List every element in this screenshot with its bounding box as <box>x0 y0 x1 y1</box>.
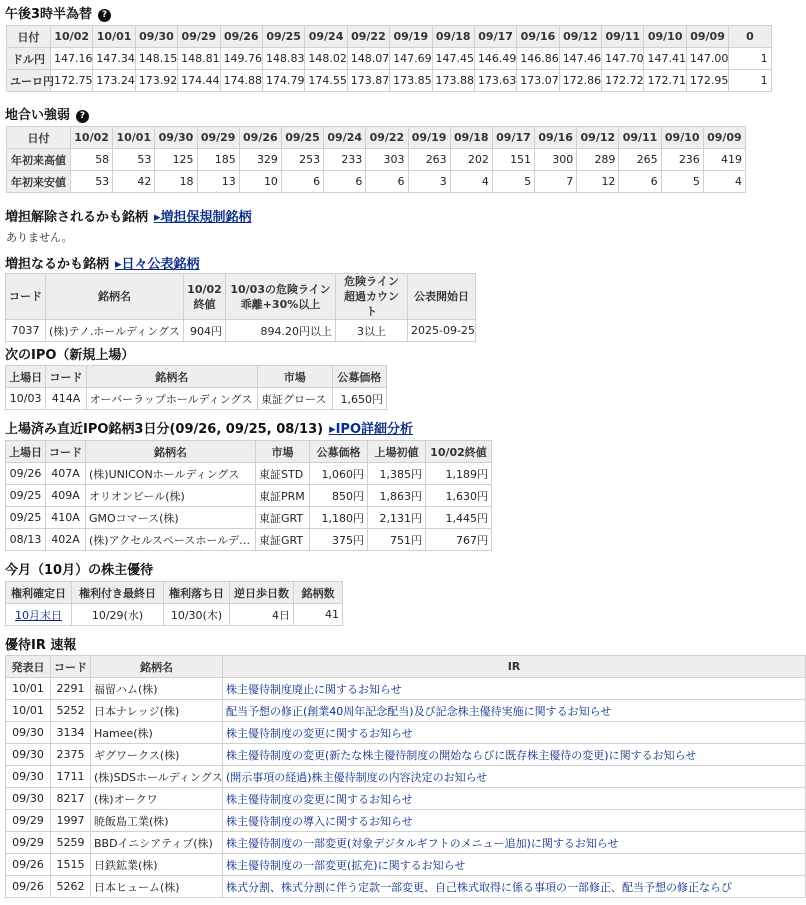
table-row <box>6 788 806 810</box>
code-cell: 414A <box>46 388 86 410</box>
column-header: 銘柄名 <box>86 441 256 463</box>
strength-table <box>6 126 746 193</box>
strength-table-wrap <box>6 126 748 198</box>
col-listing-date: 上場日 <box>6 366 46 388</box>
ir-cell <box>223 678 806 700</box>
date-header: 0 <box>729 26 771 48</box>
date-cell: 09/29 <box>6 810 51 832</box>
market-cell: 東証グロース <box>257 388 332 410</box>
value-cell: 6 <box>366 171 408 193</box>
cell: 1,863円 <box>368 485 426 507</box>
benefits-title: 今月（10月）の株主優待 <box>5 563 154 578</box>
value-cell: 53 <box>113 149 155 171</box>
column-header: 銘柄名 <box>91 656 223 678</box>
value-cell: 185 <box>197 149 239 171</box>
table-row <box>6 388 387 410</box>
cell: 東証GRT <box>256 529 310 551</box>
ir-link[interactable]: 株主優待制度廃止に関するお知らせ <box>226 682 402 696</box>
value-cell: 303 <box>366 149 408 171</box>
recent-ipo-title: 上場済み直近IPO銘柄3日分(09/26, 09/25, 08/13) ▸IPO詳細分析 <box>5 422 414 437</box>
cell: 751円 <box>368 529 426 551</box>
col-stock-count: 銘柄数 <box>294 582 343 604</box>
col-code: コード <box>6 274 46 320</box>
value-cell: 174.88 <box>220 70 262 92</box>
col-last-cum-date: 権利付き最終日 <box>72 582 164 604</box>
col-offer-price: 公募価格 <box>332 366 386 388</box>
value-cell: 173.92 <box>135 70 177 92</box>
value-cell: 174.55 <box>305 70 347 92</box>
value-cell: 289 <box>577 149 619 171</box>
close-cell: 904円 <box>184 320 226 342</box>
code-cell: 5262 <box>51 876 91 898</box>
help-icon[interactable]: ? <box>98 9 111 22</box>
date-cell: 09/26 <box>6 876 51 898</box>
code-cell: 5259 <box>51 832 91 854</box>
code-cell: 1515 <box>51 854 91 876</box>
date-header: 09/18 <box>432 26 474 48</box>
name-cell: ギグワークス(株) <box>91 744 223 766</box>
cell: 850円 <box>310 485 368 507</box>
date-cell: 09/30 <box>6 766 51 788</box>
row-label: 年初来高値 <box>7 149 71 171</box>
value-cell: 147.00 <box>686 48 728 70</box>
cell: 東証PRM <box>256 485 310 507</box>
ex-date-cell: 10/30(木) <box>164 604 230 626</box>
table-row <box>6 722 806 744</box>
code-cell: 1711 <box>51 766 91 788</box>
ir-link[interactable]: 配当予想の修正(創業40周年記念配当)及び記念株主優待実施に関するお知らせ <box>226 704 612 718</box>
value-cell: 3 <box>408 171 450 193</box>
ir-cell <box>223 854 806 876</box>
col-name: 銘柄名 <box>46 274 184 320</box>
column-header: 上場日 <box>6 441 46 463</box>
date-cell: 10/01 <box>6 700 51 722</box>
date-header: 09/30 <box>135 26 177 48</box>
value-cell: 148.81 <box>178 48 220 70</box>
value-cell: 172.75 <box>51 70 93 92</box>
cell: 東証GRT <box>256 507 310 529</box>
value-cell: 173.88 <box>432 70 474 92</box>
table-row <box>6 485 492 507</box>
value-cell: 18 <box>155 171 197 193</box>
fx-table-wrap <box>6 25 768 97</box>
value-cell: 300 <box>535 149 577 171</box>
date-header: 09/10 <box>644 26 686 48</box>
table-row <box>6 876 806 898</box>
value-cell: 147.69 <box>390 48 432 70</box>
date-header: 09/12 <box>577 127 619 149</box>
margin-release-title: 増担解除されるかも銘柄 ▸増担保規制銘柄 <box>5 210 252 225</box>
ir-table-wrap <box>5 655 748 905</box>
value-cell: 148.07 <box>347 48 389 70</box>
value-cell: 146.86 <box>517 48 559 70</box>
value-cell: 6 <box>619 171 661 193</box>
ir-link[interactable]: 株主優待制度の一部変更(対象デジタルギフトのメニュー追加)に関するお知らせ <box>226 836 619 850</box>
table-row <box>6 766 806 788</box>
ir-cell <box>223 722 806 744</box>
table-row <box>7 48 772 70</box>
ir-cell <box>223 788 806 810</box>
col-name: 銘柄名 <box>86 366 257 388</box>
date-header: 09/25 <box>281 127 323 149</box>
date-header: 09/24 <box>305 26 347 48</box>
date-header: 09/17 <box>474 26 516 48</box>
code-cell: 8217 <box>51 788 91 810</box>
ir-cell <box>223 876 806 898</box>
cell: 407A <box>46 463 86 485</box>
ir-link[interactable]: 株式分割、株式分割に伴う定款一部変更、自己株式取得に係る事項の一部修正、配当予想の修正ならび <box>226 880 732 894</box>
col-start-date: 公表開始日 <box>408 274 476 320</box>
value-cell: 147.34 <box>93 48 135 70</box>
ir-link[interactable]: 株主優待制度の変更に関するお知らせ <box>226 792 413 806</box>
ir-table <box>5 655 806 898</box>
cell: 2,131円 <box>368 507 426 529</box>
col-code: コード <box>46 366 86 388</box>
col-exceed-count: 危険ライン 超過カウント <box>336 274 408 320</box>
value-cell: 146.49 <box>474 48 516 70</box>
code-cell: 1997 <box>51 810 91 832</box>
date-cell: 09/29 <box>6 832 51 854</box>
margin-release-note: ありません。 <box>6 231 73 244</box>
value-cell: 147.16 <box>51 48 93 70</box>
value-cell: 148.15 <box>135 48 177 70</box>
value-cell: 173.87 <box>347 70 389 92</box>
table-row <box>6 604 343 626</box>
date-header: 09/18 <box>450 127 492 149</box>
value-cell: 419 <box>703 149 745 171</box>
table-row <box>6 744 806 766</box>
cell: 1,180円 <box>310 507 368 529</box>
fx-table <box>6 25 772 92</box>
column-header: コード <box>51 656 91 678</box>
date-header: 09/16 <box>517 26 559 48</box>
table-row <box>7 70 772 92</box>
cell: 767円 <box>426 529 492 551</box>
code-cell: 3134 <box>51 722 91 744</box>
value-cell: 172.95 <box>686 70 728 92</box>
value-cell: 58 <box>71 149 113 171</box>
offer-price-cell: 1,650円 <box>332 388 386 410</box>
table-row <box>6 507 492 529</box>
daily-publication-link[interactable]: ▸日々公表銘柄 <box>115 257 200 272</box>
value-cell: 148.83 <box>262 48 304 70</box>
value-cell: 42 <box>113 171 155 193</box>
next-ipo-table <box>5 365 387 410</box>
date-header: 10/01 <box>113 127 155 149</box>
column-header: 上場初値 <box>368 441 426 463</box>
benefits-table <box>5 581 343 626</box>
name-cell: 日本ヒューム(株) <box>91 876 223 898</box>
value-cell: 172.71 <box>644 70 686 92</box>
cell: 09/25 <box>6 485 46 507</box>
value-cell: 202 <box>450 149 492 171</box>
date-header: 10/02 <box>51 26 93 48</box>
cell: 1,385円 <box>368 463 426 485</box>
ir-cell <box>223 832 806 854</box>
name-cell: 福留ハム(株) <box>91 678 223 700</box>
column-header: IR <box>223 656 806 678</box>
value-cell: 147.46 <box>559 48 601 70</box>
value-cell: 13 <box>197 171 239 193</box>
value-cell: 174.79 <box>262 70 304 92</box>
row-label: 年初来安値 <box>7 171 71 193</box>
value-cell: 329 <box>239 149 281 171</box>
row-label: ユーロ円 <box>7 70 51 92</box>
value-cell: 236 <box>661 149 703 171</box>
cell: 09/26 <box>6 463 46 485</box>
ir-link[interactable]: 株主優待制度の変更(新たな株主優待制度の開始ならびに既存株主優待の変更)に関するお知らせ <box>226 748 697 762</box>
reverse-days-cell: 4日 <box>230 604 294 626</box>
value-cell: 233 <box>324 149 366 171</box>
ir-link[interactable]: (開示事項の経過)株主優待制度の内容決定のお知らせ <box>226 770 488 784</box>
strength-header-label: 日付 <box>7 127 71 149</box>
value-cell: 173.24 <box>93 70 135 92</box>
date-header: 09/09 <box>703 127 745 149</box>
date-header: 09/29 <box>178 26 220 48</box>
table-row <box>6 700 806 722</box>
date-header: 09/12 <box>559 26 601 48</box>
stock-count-cell: 41 <box>294 604 343 626</box>
start-date-cell: 2025-09-25 <box>408 320 476 342</box>
value-cell: 173.07 <box>517 70 559 92</box>
date-header: 09/30 <box>155 127 197 149</box>
danger-line-cell: 894.20円以上 <box>226 320 336 342</box>
value-cell: 149.76 <box>220 48 262 70</box>
ir-link[interactable]: 株主優待制度の変更に関するお知らせ <box>226 726 413 740</box>
cell: 1,630円 <box>426 485 492 507</box>
date-cell: 09/30 <box>6 722 51 744</box>
date-cell: 09/30 <box>6 744 51 766</box>
name-cell: 暁飯島工業(株) <box>91 810 223 832</box>
value-cell: 263 <box>408 149 450 171</box>
value-cell: 173.63 <box>474 70 516 92</box>
name-cell: 日鉄鉱業(株) <box>91 854 223 876</box>
value-cell: 148.02 <box>305 48 347 70</box>
fx-header-label: 日付 <box>7 26 51 48</box>
date-header: 09/24 <box>324 127 366 149</box>
cell: GMOコマース(株) <box>86 507 256 529</box>
date-cell: 10/01 <box>6 678 51 700</box>
value-cell: 53 <box>71 171 113 193</box>
cell: オリオンビール(株) <box>86 485 256 507</box>
value-cell: 173.85 <box>390 70 432 92</box>
value-cell: 147.45 <box>432 48 474 70</box>
exceed-count-cell: 3以上 <box>336 320 408 342</box>
value-cell: 151 <box>492 149 534 171</box>
date-header: 09/09 <box>686 26 728 48</box>
value-cell: 5 <box>492 171 534 193</box>
date-header: 09/16 <box>535 127 577 149</box>
value-cell: 6 <box>324 171 366 193</box>
date-header: 09/25 <box>262 26 304 48</box>
month-end-link[interactable]: 10月末日 <box>15 608 62 622</box>
last-cum-date-cell: 10/29(水) <box>72 604 164 626</box>
date-header: 09/11 <box>602 26 644 48</box>
name-cell: オーバーラップホールディングス <box>86 388 257 410</box>
name-cell: (株)SDSホールディングス <box>91 766 223 788</box>
ir-link[interactable]: 株主優待制度の一部変更(拡充)に関するお知らせ <box>226 858 466 872</box>
date-header: 09/11 <box>619 127 661 149</box>
value-cell: 125 <box>155 149 197 171</box>
cell: 402A <box>46 529 86 551</box>
cell: 1,445円 <box>426 507 492 529</box>
cell: 1,060円 <box>310 463 368 485</box>
cell: 09/25 <box>6 507 46 529</box>
date-header: 09/29 <box>197 127 239 149</box>
ir-cell <box>223 810 806 832</box>
ir-cell <box>223 766 806 788</box>
date-header: 09/17 <box>492 127 534 149</box>
ir-cell <box>223 744 806 766</box>
cell: 409A <box>46 485 86 507</box>
col-close: 10/02 終値 <box>184 274 226 320</box>
col-danger-line: 10/03の危険ライン 乖離+30%以上 <box>226 274 336 320</box>
value-cell: 5 <box>661 171 703 193</box>
date-cell: 09/26 <box>6 854 51 876</box>
table-row <box>6 529 492 551</box>
cell: (株)UNICONホールディングス <box>86 463 256 485</box>
cell: 375円 <box>310 529 368 551</box>
col-ex-date: 権利落ち日 <box>164 582 230 604</box>
table-row <box>6 678 806 700</box>
row-label: ドル円 <box>7 48 51 70</box>
column-header: 発表日 <box>6 656 51 678</box>
date-header: 09/22 <box>366 127 408 149</box>
ir-link[interactable]: 株主優待制度の導入に関するお知らせ <box>226 814 413 828</box>
value-cell: 4 <box>450 171 492 193</box>
cell: 1,189円 <box>426 463 492 485</box>
help-icon[interactable]: ? <box>76 110 89 123</box>
margin-add-title: 増担なるかも銘柄 ▸日々公表銘柄 <box>5 257 200 272</box>
name-cell: (株)オークワ <box>91 788 223 810</box>
ir-cell <box>223 700 806 722</box>
margin-regulation-link[interactable]: ▸増担保規制銘柄 <box>154 210 252 225</box>
column-header: コード <box>46 441 86 463</box>
table-row <box>6 832 806 854</box>
value-cell: 7 <box>535 171 577 193</box>
date-header: 10/02 <box>71 127 113 149</box>
table-row <box>7 149 746 171</box>
value-cell: 1 <box>729 48 771 70</box>
date-header: 09/19 <box>390 26 432 48</box>
value-cell: 172.86 <box>559 70 601 92</box>
date-header: 09/22 <box>347 26 389 48</box>
column-header: 10/02終値 <box>426 441 492 463</box>
value-cell: 12 <box>577 171 619 193</box>
next-ipo-title: 次のIPO（新規上場） <box>5 348 135 363</box>
date-header: 09/10 <box>661 127 703 149</box>
table-row <box>6 854 806 876</box>
date-header: 09/26 <box>239 127 281 149</box>
column-header: 公募価格 <box>310 441 368 463</box>
value-cell: 1 <box>729 70 771 92</box>
value-cell: 172.72 <box>602 70 644 92</box>
value-cell: 174.44 <box>178 70 220 92</box>
recent-ipo-table <box>5 440 492 551</box>
col-reverse-days: 逆日歩日数 <box>230 582 294 604</box>
ipo-analysis-link[interactable]: ▸IPO詳細分析 <box>329 422 414 437</box>
name-cell: BBDイニシアティブ(株) <box>91 832 223 854</box>
cell: 410A <box>46 507 86 529</box>
value-cell: 6 <box>281 171 323 193</box>
margin-add-table <box>5 273 476 342</box>
value-cell: 147.70 <box>602 48 644 70</box>
value-cell: 265 <box>619 149 661 171</box>
table-row <box>6 810 806 832</box>
table-row <box>6 463 492 485</box>
listing-date-cell: 10/03 <box>6 388 46 410</box>
col-record-date: 権利確定日 <box>6 582 72 604</box>
code-cell: 2375 <box>51 744 91 766</box>
fx-section-title: 午後3時半為替 ? <box>5 3 111 22</box>
name-cell: (株)テノ.ホールディングス <box>46 320 184 342</box>
date-header: 10/01 <box>93 26 135 48</box>
code-cell: 2291 <box>51 678 91 700</box>
value-cell: 253 <box>281 149 323 171</box>
table-row <box>6 320 476 342</box>
date-header: 09/19 <box>408 127 450 149</box>
value-cell: 147.41 <box>644 48 686 70</box>
value-cell: 4 <box>703 171 745 193</box>
strength-section-title: 地合い強弱 ? <box>5 104 89 123</box>
col-market: 市場 <box>257 366 332 388</box>
name-cell: 日本ナレッジ(株) <box>91 700 223 722</box>
name-cell: Hamee(株) <box>91 722 223 744</box>
cell: (株)アクセルスペースホールデ… <box>86 529 256 551</box>
cell: 08/13 <box>6 529 46 551</box>
ir-title: 優待IR 速報 <box>5 638 77 653</box>
value-cell: 10 <box>239 171 281 193</box>
code-cell: 7037 <box>6 320 46 342</box>
column-header: 市場 <box>256 441 310 463</box>
code-cell: 5252 <box>51 700 91 722</box>
cell: 東証STD <box>256 463 310 485</box>
date-cell: 09/30 <box>6 788 51 810</box>
table-row <box>7 171 746 193</box>
date-header: 09/26 <box>220 26 262 48</box>
